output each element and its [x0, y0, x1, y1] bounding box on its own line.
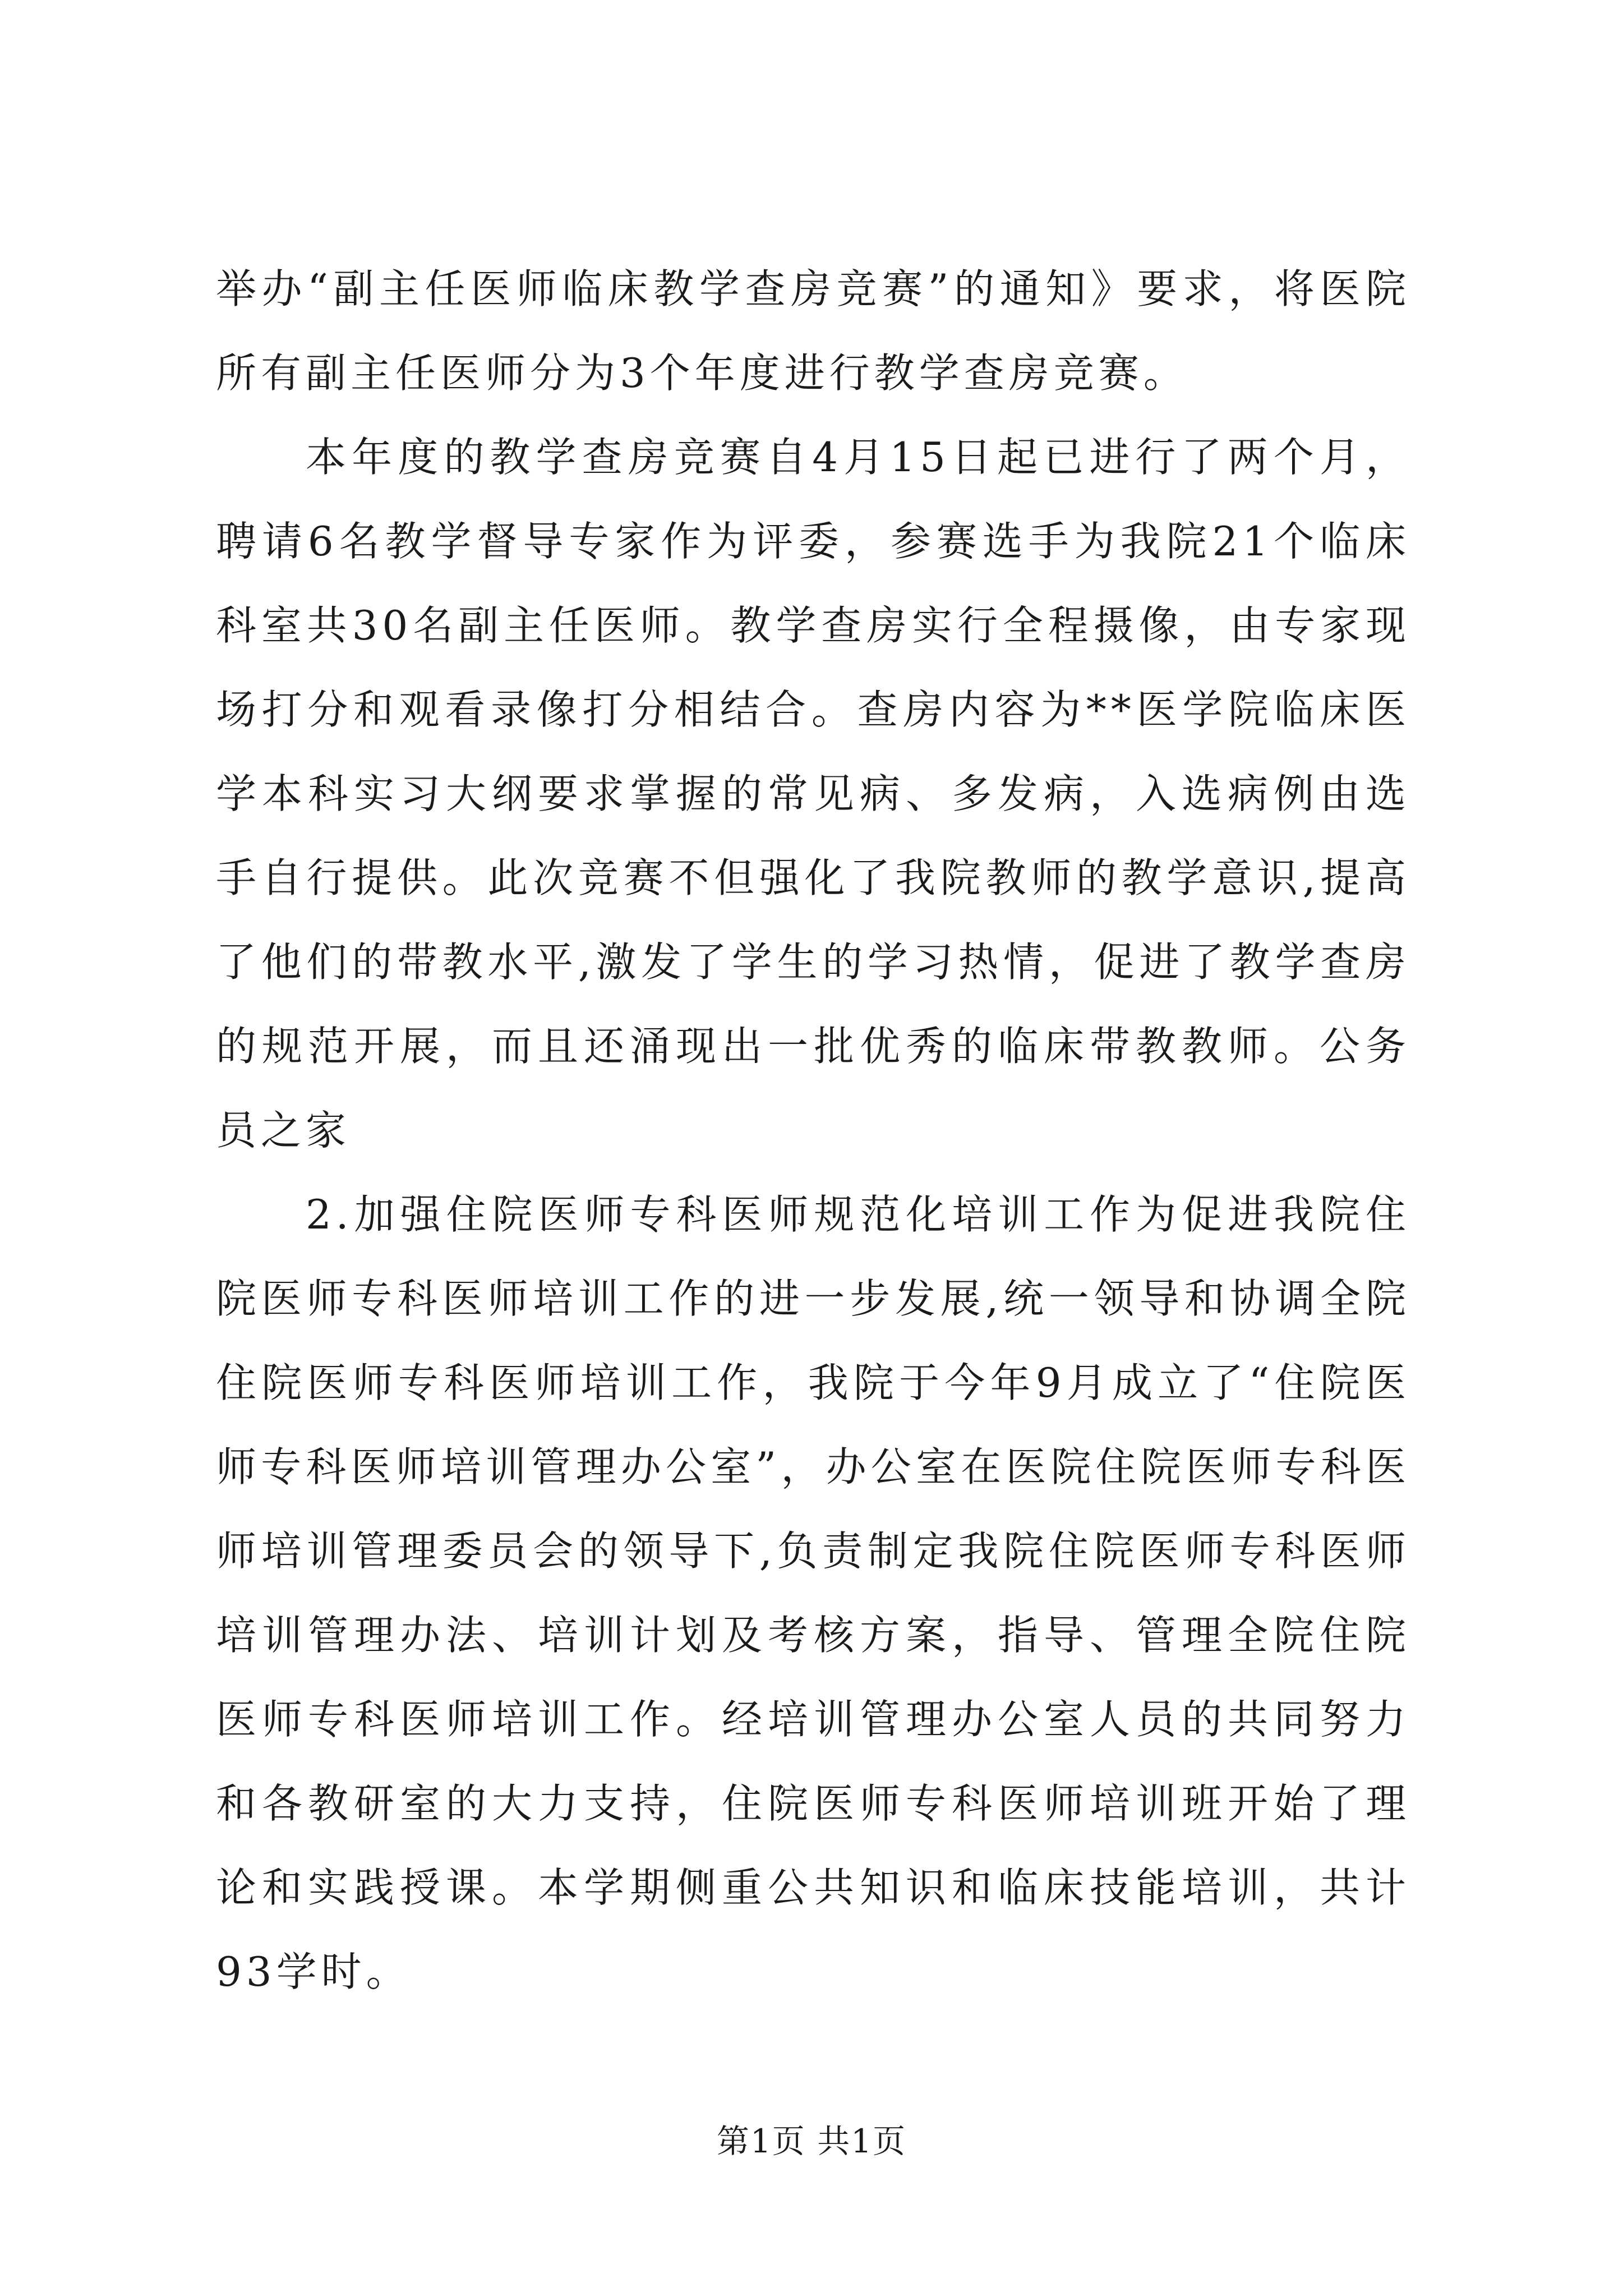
page-number-label: 第1页 共1页	[716, 2122, 907, 2160]
paragraph-3: 2.加强住院医师专科医师规范化培训工作为促进我院住院医师专科医师培训工作的进一步发展,统一领导和协调全院住院医师专科医师培训工作，我院于今年9月成立了“住院医师专科医师培训管理办公室”，办公室在医院住院医师专科医师培训管理委员会的领导下,负责制定我院住院医师专科医师培训管理办法、培训计划及考核方案，指导、管理全院住院医师专科医师培训工作。经培训管理办公室人员的共同努力和各教研室的大力支持，住院医师专科医师培训班开始了理论和实践授课。本学期侧重公共知识和临床技能培训，共计93学时。	[216, 1191, 1410, 1995]
paragraph-1: 举办“副主任医师临床教学查房竞赛”的通知》要求，将医院所有副主任医师分为3个年度进行教学查房竞赛。	[216, 265, 1410, 397]
paragraph-2: 本年度的教学查房竞赛自4月15日起已进行了两个月，聘请6名教学督导专家作为评委，参赛选手为我院21个临床科室共30名副主任医师。教学查房实行全程摄像，由专家现场打分和观看录像打分相结合。查房内容为**医学院临床医学本科实习大纲要求掌握的常见病、多发病，入选病例由选手自行提供。此次竞赛不但强化了我院教师的教学意识,提高了他们的带教水平,激发了学生的学习热情，促进了教学查房的规范开展，而且还涌现出一批优秀的临床带教教师。公务员之家	[216, 434, 1410, 1154]
page-footer	[0, 2115, 1623, 2162]
document-body	[216, 247, 1410, 2014]
